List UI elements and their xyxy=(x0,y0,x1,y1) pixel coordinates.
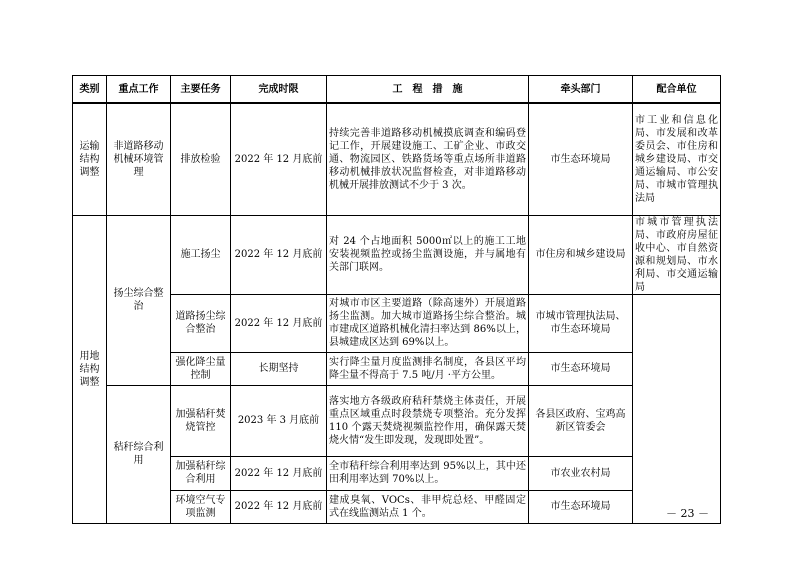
measure-cell: 持续完善非道路移动机械摸底调查和编码登记工作，开展建设施工、工矿企业、市政交通、物流园区、铁路货场等重点场所非道路移动机械排放状况监督检查，对非道路移动机械开展排放测试不少于 3 次。 xyxy=(327,103,529,215)
lead-cell: 市生态环境局 xyxy=(529,103,633,215)
focus-cell: 扬尘综合整治 xyxy=(107,215,171,385)
measure-cell: 对城市市区主要道路（除高速外）开展道路扬尘监测。加大城市道路扬尘综合整治。城市建成区道路机械化清扫率达到 86%以上，县城建成区达到 69%以上。 xyxy=(327,294,529,352)
deadline-cell: 2022 年 12 月底前 xyxy=(231,103,327,215)
lead-cell: 各县区政府、宝鸡高新区管委会 xyxy=(529,385,633,456)
table-row xyxy=(73,490,721,523)
task-cell: 环境空气专项监测 xyxy=(171,490,231,523)
header-task: 主要任务 xyxy=(171,76,231,104)
header-category: 类别 xyxy=(73,76,107,104)
category-cell: 用地结构调整 xyxy=(73,215,107,523)
deadline-cell: 2022 年 12 月底前 xyxy=(231,456,327,490)
task-cell: 加强秸秆焚烧管控 xyxy=(171,385,231,456)
task-cell: 排放检验 xyxy=(171,103,231,215)
focus-cell: 秸秆综合利用 xyxy=(107,385,171,523)
table-row xyxy=(73,215,721,294)
deadline-cell: 2023 年 3 月底前 xyxy=(231,385,327,456)
table-row xyxy=(73,294,721,352)
page-number: － 23 － xyxy=(666,507,709,520)
deadline-cell: 2022 年 12 月底前 xyxy=(231,490,327,523)
coop-cell: 市工业和信息化局、市发展和改革委员会、市住房和城乡建设局、市交通运输局、市公安局、市城市管理执法局 xyxy=(633,103,721,215)
measure-cell: 落实地方各级政府秸秆禁烧主体责任，开展重点区域重点时段禁烧专项整治。充分发挥 110 个露天焚烧视频监控作用，确保露天焚烧火情“发生即发现，发现即处置”。 xyxy=(327,385,529,456)
header-deadline: 完成时限 xyxy=(231,76,327,104)
table-row xyxy=(73,103,721,215)
measure-cell: 对 24 个占地面积 5000㎡以上的施工工地安装视频监控或扬尘监测设施，并与属地有关部门联网。 xyxy=(327,215,529,294)
coop-cell: 市城市管理执法局、市政府房屋征收中心、市自然资源和规划局、市水利局、市交通运输局 xyxy=(633,215,721,294)
table-row xyxy=(73,385,721,456)
lead-cell: 市生态环境局 xyxy=(529,352,633,385)
task-cell: 道路扬尘综合整治 xyxy=(171,294,231,352)
measure-cell: 全市秸秆综合利用率达到 95%以上，其中还田利用率达到 70%以上。 xyxy=(327,456,529,490)
lead-cell: 市城市管理执法局、市生态环境局 xyxy=(529,294,633,352)
header-row xyxy=(73,76,721,104)
deadline-cell: 2022 年 12 月底前 xyxy=(231,294,327,352)
header-coop: 配合单位 xyxy=(633,76,721,104)
measure-cell: 实行降尘量月度监测排名制度，各县区平均降尘量不得高于 7.5 吨/月 ·平方公里。 xyxy=(327,352,529,385)
header-lead: 牵头部门 xyxy=(529,76,633,104)
table-row xyxy=(73,352,721,385)
lead-cell: 市农业农村局 xyxy=(529,456,633,490)
header-measure: 工 程 措 施 xyxy=(327,76,529,104)
header-focus: 重点工作 xyxy=(107,76,171,104)
deadline-cell: 2022 年 12 月底前 xyxy=(231,215,327,294)
category-cell: 运输结构调整 xyxy=(73,103,107,215)
coop-cell xyxy=(633,294,721,523)
measure-cell: 建成臭氧、VOCs、非甲烷总烃、甲醛固定式在线监测站点 1 个。 xyxy=(327,490,529,523)
measures-table xyxy=(72,75,721,524)
task-cell: 强化降尘量控制 xyxy=(171,352,231,385)
deadline-cell: 长期坚持 xyxy=(231,352,327,385)
table-row xyxy=(73,456,721,490)
lead-cell: 市住房和城乡建设局 xyxy=(529,215,633,294)
task-cell: 加强秸秆综合利用 xyxy=(171,456,231,490)
focus-cell: 非道路移动机械环境管理 xyxy=(107,103,171,215)
lead-cell: 市生态环境局 xyxy=(529,490,633,523)
task-cell: 施工扬尘 xyxy=(171,215,231,294)
